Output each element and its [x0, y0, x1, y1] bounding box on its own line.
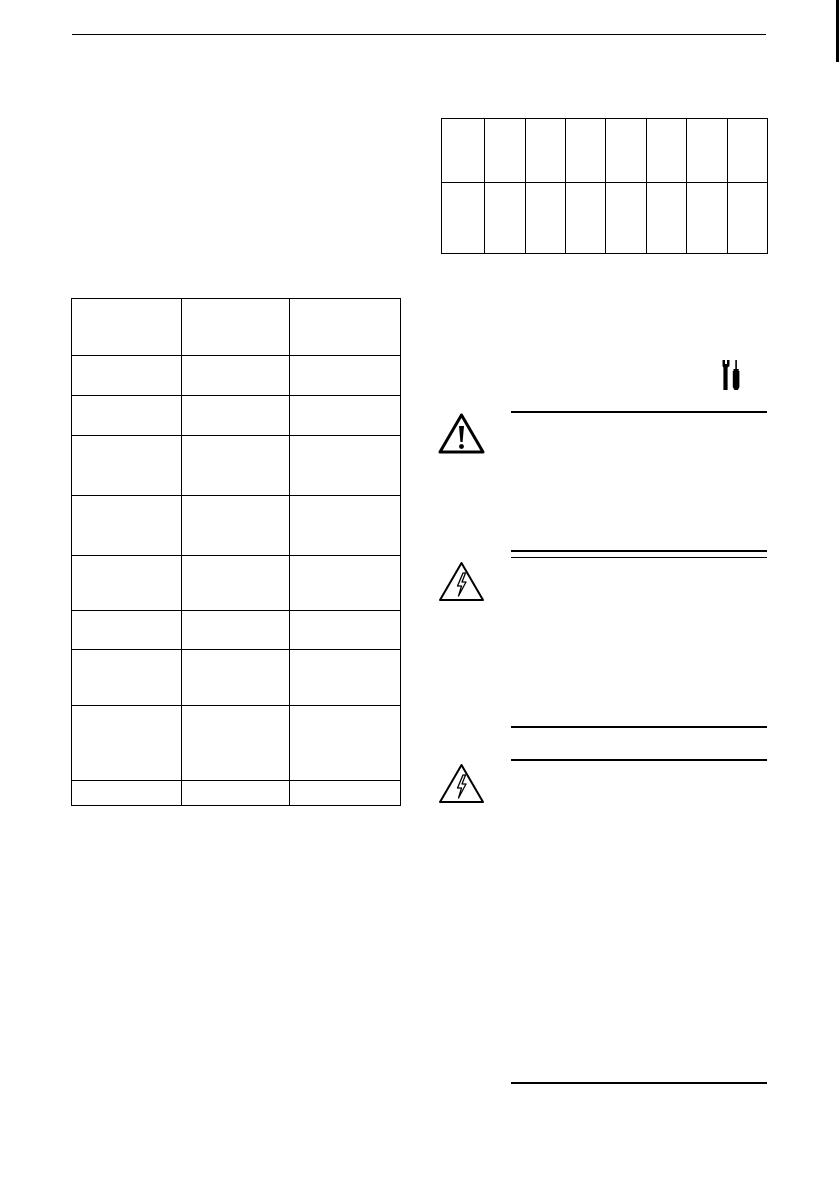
notice-bottom-rule — [511, 1082, 767, 1084]
spec-table-row — [442, 183, 768, 254]
table-cell — [290, 496, 401, 556]
table-cell — [290, 356, 401, 396]
table-row — [72, 436, 401, 496]
electrical-hazard-icon — [438, 561, 485, 602]
spec-table-cell — [526, 183, 566, 254]
table-cell — [72, 611, 182, 650]
table-row — [72, 356, 401, 396]
spec-table-cell — [442, 183, 485, 254]
table-row — [72, 396, 401, 436]
spec-table-cell — [566, 183, 606, 254]
spec-table-cell — [485, 183, 526, 254]
table-cell — [182, 556, 290, 611]
tools-icon — [722, 359, 742, 391]
table-cell — [72, 396, 182, 436]
spec-table-cell — [606, 183, 647, 254]
table-row — [72, 611, 401, 650]
table-cell — [290, 781, 401, 806]
data-table — [71, 298, 401, 806]
table-cell — [182, 706, 290, 781]
table-row — [72, 706, 401, 781]
table-row — [72, 781, 401, 806]
table-cell — [72, 496, 182, 556]
spec-table-cell — [566, 119, 606, 183]
spec-table-cell — [687, 119, 728, 183]
table-cell — [182, 611, 290, 650]
notice-top-rule — [511, 411, 767, 413]
table-cell — [182, 356, 290, 396]
notice-bottom-rule — [511, 550, 767, 552]
spec-table-cell — [442, 119, 485, 183]
spec-table-cell — [728, 183, 768, 254]
table-cell — [182, 436, 290, 496]
table-cell — [72, 556, 182, 611]
table-row — [72, 299, 401, 356]
electrical-hazard-icon — [438, 763, 485, 804]
spec-table-cell — [647, 119, 687, 183]
spec-table-cell — [606, 119, 647, 183]
spec-table-cell — [647, 183, 687, 254]
table-cell — [290, 299, 401, 356]
table-cell — [290, 436, 401, 496]
table-cell — [182, 396, 290, 436]
spec-table-cell — [687, 183, 728, 254]
table-cell — [72, 356, 182, 396]
table-cell — [72, 650, 182, 706]
spec-table — [441, 118, 768, 254]
table-cell — [72, 706, 182, 781]
spec-table-cell — [485, 119, 526, 183]
table-cell — [290, 396, 401, 436]
table-cell — [290, 706, 401, 781]
table-cell — [182, 299, 290, 356]
notice-bottom-rule — [511, 726, 767, 728]
table-row — [72, 556, 401, 611]
table-cell — [182, 496, 290, 556]
spec-table-cell — [526, 119, 566, 183]
table-row — [72, 650, 401, 706]
table-cell — [72, 781, 182, 806]
table-cell — [290, 611, 401, 650]
header-rule — [72, 34, 766, 35]
table-cell — [182, 781, 290, 806]
table-cell — [182, 650, 290, 706]
table-cell — [72, 299, 182, 356]
table-cell — [72, 436, 182, 496]
table-cell — [290, 650, 401, 706]
notice-top-rule — [511, 557, 767, 558]
notice-top-rule — [511, 759, 767, 761]
spec-table-row — [442, 119, 768, 183]
table-row — [72, 496, 401, 556]
general-warning-icon — [438, 413, 485, 454]
table-cell — [290, 556, 401, 611]
spec-table-cell — [728, 119, 768, 183]
